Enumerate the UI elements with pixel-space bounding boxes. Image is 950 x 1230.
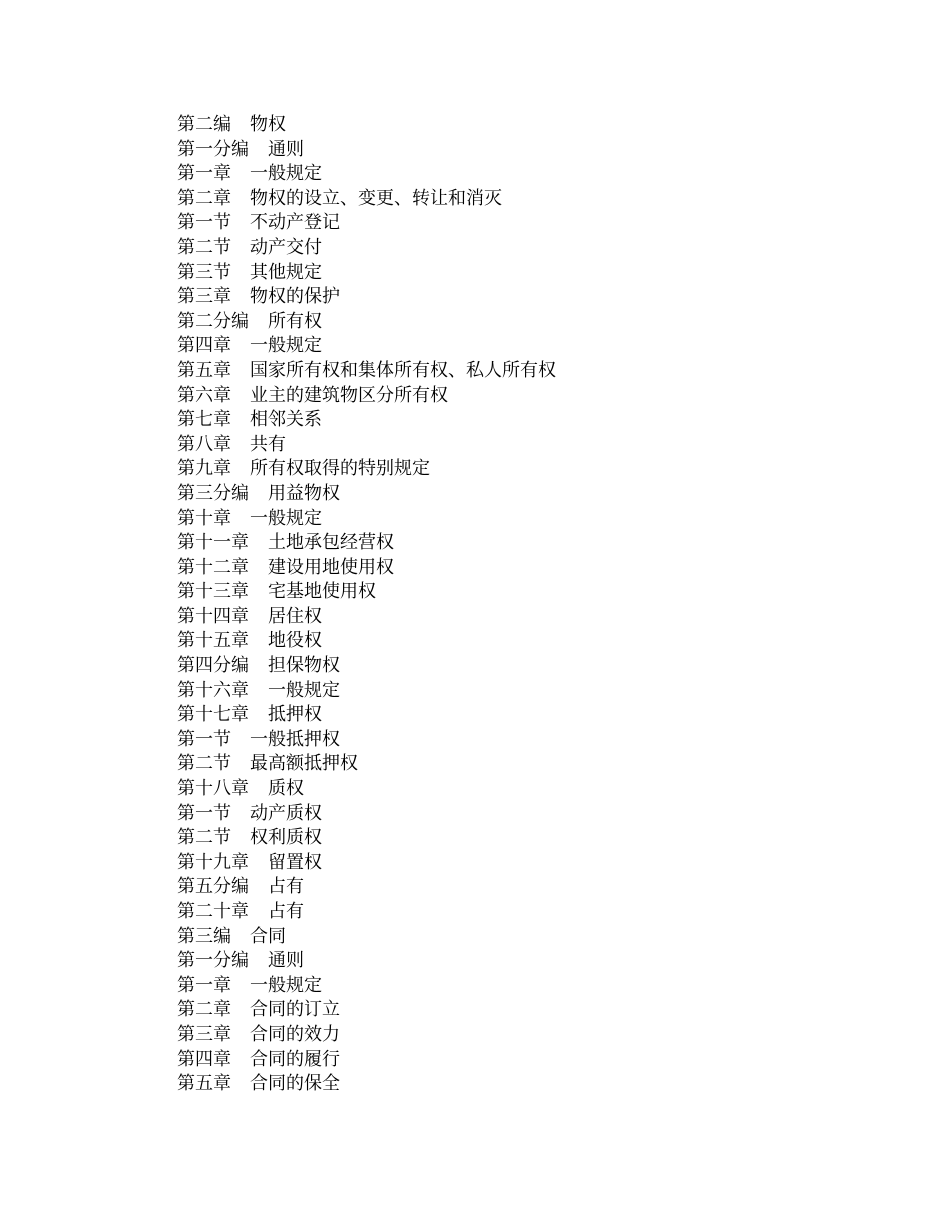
toc-number: 第一节 [177,802,231,824]
toc-number: 第三节 [177,261,231,283]
toc-number: 第二分编 [177,310,249,332]
toc-title: 一般规定 [268,679,340,701]
toc-number: 第十五章 [177,630,249,652]
toc-title: 合同的效力 [250,1023,340,1045]
toc-title: 担保物权 [268,655,340,677]
toc-number: 第五章 [177,359,231,381]
toc-title: 物权的设立、变更、转让和消灭 [250,187,502,209]
toc-line [177,777,556,802]
toc-number: 第二编 [177,114,231,135]
toc-line [177,1072,556,1097]
toc-title: 其他规定 [250,261,322,283]
toc-number: 第十二章 [177,556,249,578]
toc-title: 相邻关系 [250,409,322,431]
toc-title: 一般规定 [250,163,322,185]
toc-line [177,752,556,777]
toc-line [177,802,556,827]
toc-number: 第一分编 [177,950,249,972]
toc-number: 第九章 [177,458,231,480]
toc-line [177,285,556,310]
toc-line [177,998,556,1023]
toc-number: 第十七章 [177,704,249,726]
toc-line [177,507,556,532]
toc-title: 共有 [250,433,286,455]
toc-title: 所有权取得的特别规定 [250,458,430,480]
toc-number: 第四分编 [177,655,249,677]
toc-title: 通则 [268,138,304,160]
toc-title: 业主的建筑物区分所有权 [250,384,448,406]
toc-line [177,605,556,630]
toc-title: 一般规定 [250,507,322,529]
toc-number: 第五章 [177,1073,231,1095]
toc-line [177,703,556,728]
toc-title: 留置权 [268,851,322,873]
toc-title: 用益物权 [268,482,340,504]
toc-number: 第五分编 [177,876,249,898]
toc-title: 通则 [268,950,304,972]
toc-line [177,851,556,876]
toc-number: 第十章 [177,507,231,529]
toc-line [177,384,556,409]
toc-title: 宅基地使用权 [268,581,376,603]
toc-line [177,629,556,654]
toc-title: 动产交付 [250,236,322,258]
toc-line [177,310,556,335]
toc-number: 第十一章 [177,532,249,554]
toc-number: 第四章 [177,1048,231,1070]
toc-number: 第三章 [177,286,231,308]
toc-title: 合同的订立 [250,999,340,1021]
toc-line [177,482,556,507]
toc-line [177,1048,556,1073]
toc-title: 土地承包经营权 [268,532,394,554]
toc-number: 第七章 [177,409,231,431]
toc-title: 物权 [250,114,286,135]
toc-number: 第六章 [177,384,231,406]
toc-title: 占有 [268,876,304,898]
toc-title: 最高额抵押权 [250,753,358,775]
toc-title: 抵押权 [268,704,322,726]
toc-line [177,113,556,138]
toc-number: 第二节 [177,236,231,258]
toc-title: 一般规定 [250,335,322,357]
toc-title: 合同 [250,925,286,947]
toc-line [177,408,556,433]
toc-title: 合同的履行 [250,1048,340,1070]
toc-title: 地役权 [268,630,322,652]
toc-number: 第二十章 [177,901,249,922]
toc-number: 第三分编 [177,482,249,504]
toc-title: 质权 [268,778,304,800]
toc-line [177,654,556,679]
toc-number: 第二节 [177,753,231,775]
toc-line [177,949,556,974]
toc-number: 第二节 [177,827,231,849]
toc-line [177,261,556,286]
toc-title: 动产质权 [250,802,322,824]
toc-line [177,826,556,851]
toc-number: 第十四章 [177,605,249,627]
toc-number: 第十六章 [177,679,249,701]
toc-line [177,900,556,925]
toc-number: 第一章 [177,974,231,996]
toc-line [177,580,556,605]
toc-number: 第一节 [177,728,231,750]
toc-line [177,875,556,900]
toc-line [177,211,556,236]
toc-line [177,138,556,163]
toc-title: 不动产登记 [250,212,340,234]
toc-line [177,531,556,556]
toc-line [177,556,556,581]
toc-line [177,236,556,261]
toc-number: 第三章 [177,1023,231,1045]
toc-number: 第十八章 [177,778,249,800]
toc-number: 第十九章 [177,851,249,873]
toc-line [177,974,556,999]
toc-title: 合同的保全 [250,1073,340,1095]
toc-title: 国家所有权和集体所有权、私人所有权 [250,359,556,381]
toc-number: 第一节 [177,212,231,234]
toc-number: 第二章 [177,187,231,209]
toc-title: 建设用地使用权 [268,556,394,578]
toc-line [177,433,556,458]
toc-line [177,925,556,950]
toc-number: 第一章 [177,163,231,185]
toc-line [177,728,556,753]
table-of-contents [177,113,556,1097]
toc-number: 第二章 [177,999,231,1021]
toc-title: 居住权 [268,605,322,627]
toc-title: 权利质权 [250,827,322,849]
toc-number: 第一分编 [177,138,249,160]
toc-title: 一般抵押权 [250,728,340,750]
toc-title: 所有权 [268,310,322,332]
toc-number: 第八章 [177,433,231,455]
toc-number: 第十三章 [177,581,249,603]
toc-title: 物权的保护 [250,286,340,308]
toc-number: 第三编 [177,925,231,947]
toc-line [177,162,556,187]
toc-line [177,334,556,359]
toc-line [177,1023,556,1048]
toc-number: 第四章 [177,335,231,357]
toc-title: 一般规定 [250,974,322,996]
toc-title: 占有 [268,901,304,922]
toc-line [177,679,556,704]
toc-line [177,457,556,482]
toc-line [177,359,556,384]
toc-line [177,187,556,212]
